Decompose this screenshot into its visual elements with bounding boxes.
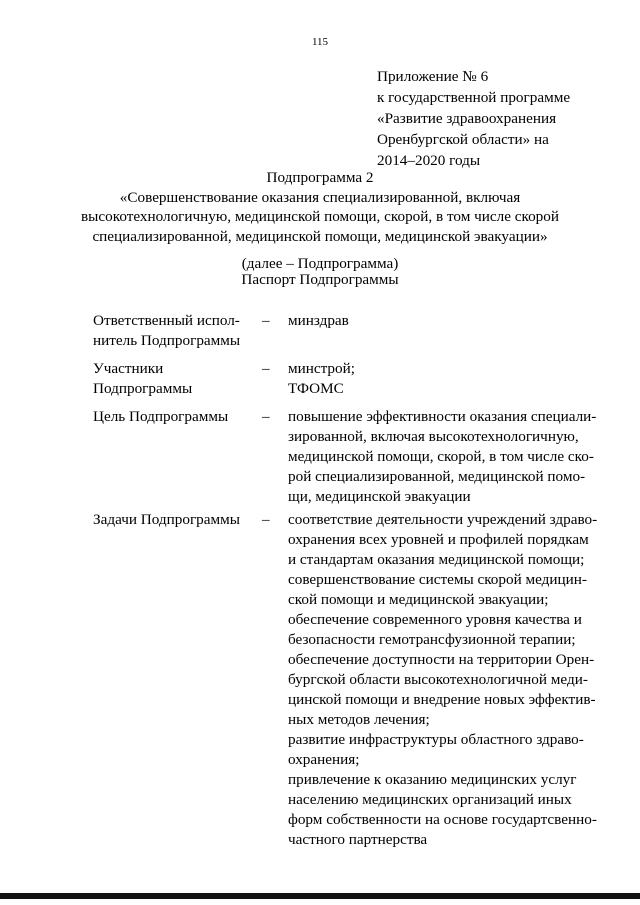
row-dash: – <box>262 408 270 425</box>
row-label-line: нитель Подпрограммы <box>93 332 241 349</box>
row-value-line: форм собственности на основе государтсвенно- <box>288 811 597 828</box>
page-number: 115 <box>311 36 329 48</box>
row-value-line: охранения; <box>288 751 360 768</box>
appendix-line: Оренбургской области» на <box>377 131 549 148</box>
appendix-line: к государственной программе <box>377 89 571 106</box>
row-label-line: Задачи Подпрограммы <box>93 511 240 528</box>
subprogram-title-line: высокотехнологичную, медицинской помощи, скорой, в том числе скорой <box>81 208 559 225</box>
row-value-line: минстрой; <box>288 360 355 377</box>
row-value-line: ТФОМС <box>288 380 344 397</box>
row-value-line: совершенствование системы скорой медицин- <box>288 571 587 588</box>
row-label <box>93 311 253 351</box>
subprogram-note: (далее – Подпрограмма) <box>241 255 399 272</box>
row-value-line: цинской помощи и внедрение новых эффектив- <box>288 691 596 708</box>
subprogram-title-line: Подпрограмма 2 <box>266 169 374 186</box>
row-value <box>288 359 594 399</box>
row-value-line: обеспечение доступности на территории Орен- <box>288 651 595 668</box>
row-label-line: Участники <box>93 360 164 377</box>
row-value <box>288 510 598 850</box>
appendix-line: 2014–2020 годы <box>377 152 481 169</box>
row-value <box>288 407 597 507</box>
appendix-line: Приложение № 6 <box>377 68 489 85</box>
row-dash: – <box>262 312 270 329</box>
row-value-line: частного партнерства <box>288 831 428 848</box>
row-value-line: привлечение к оказанию медицинских услуг <box>288 771 577 788</box>
row-value-line: населению медицинских организаций иных <box>288 791 572 808</box>
row-dash: – <box>262 360 270 377</box>
row-value-line: обеспечение современного уровня качества и <box>288 611 582 628</box>
row-value-line: бургской области высокотехнологичной меди- <box>288 671 588 688</box>
row-label <box>93 359 253 399</box>
row-label <box>93 407 253 427</box>
appendix-line: «Развитие здравоохранения <box>377 110 557 127</box>
row-label-line: Ответственный испол- <box>93 312 240 329</box>
row-value-line: и стандартам оказания медицинской помощи; <box>288 551 585 568</box>
row-label-line: Цель Подпрограммы <box>93 408 229 425</box>
row-value <box>288 311 594 331</box>
page-bottom-rule <box>0 893 640 899</box>
row-label-line: Подпрограммы <box>93 380 193 397</box>
passport-title: Паспорт Подпрограммы <box>241 271 399 288</box>
row-value-line: рой специализированной, медицинской помо- <box>288 468 586 485</box>
row-value-line: соответствие деятельности учреждений здраво- <box>288 511 598 528</box>
row-value-line: безопасности гемотрансфузионной терапии; <box>288 631 576 648</box>
subprogram-title-line: специализированной, медицинской помощи, медицинской эвакуации» <box>92 227 548 245</box>
row-value-line: развитие инфраструктуры областного здраво- <box>288 731 584 748</box>
row-value-line: минздрав <box>288 312 349 329</box>
row-label <box>93 510 253 530</box>
subprogram-heading <box>0 168 640 274</box>
row-dash: – <box>262 511 270 528</box>
subprogram-title-line: «Совершенствование оказания специализированной, включая <box>119 188 521 206</box>
row-value-line: щи, медицинской эвакуации <box>288 488 471 505</box>
row-value-line: повышение эффективности оказания специали- <box>288 408 597 425</box>
row-value-line: ных методов лечения; <box>288 711 430 728</box>
row-value-line: медицинской помощи, скорой, в том числе ско- <box>288 448 594 465</box>
row-value-line: ской помощи и медицинской эвакуации; <box>288 591 549 608</box>
appendix-block <box>377 66 570 171</box>
row-value-line: охранения всех уровней и профилей порядкам <box>288 531 589 548</box>
row-value-line: зированной, включая высокотехнологичную, <box>288 428 579 445</box>
